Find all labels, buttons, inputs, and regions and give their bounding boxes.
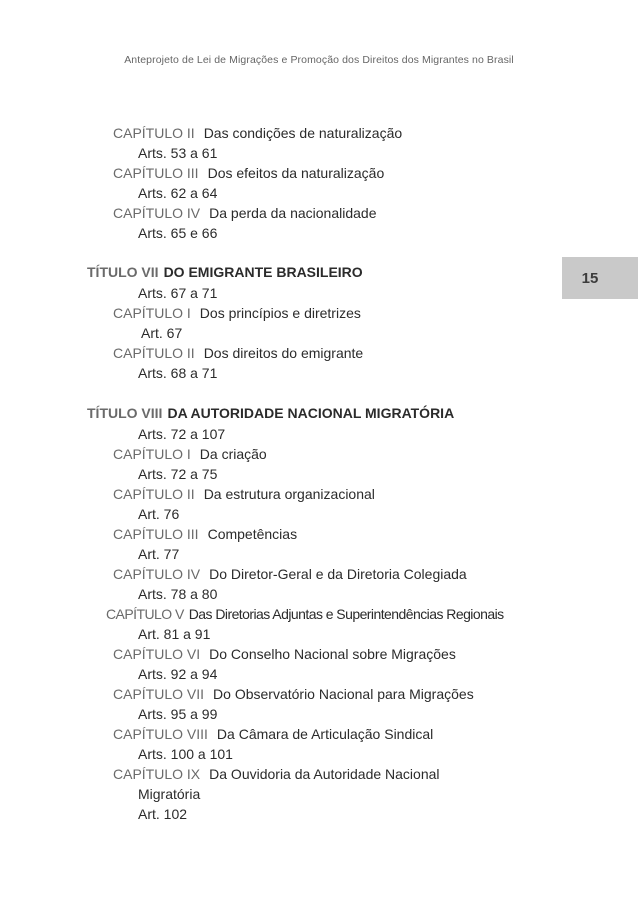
toc-entry-articles: Arts. 53 a 61: [138, 145, 218, 161]
toc-entry-articles: Art. 67: [141, 325, 183, 341]
toc-entry-title: Das Diretorias Adjuntas e Superintendências Regionais: [188, 606, 504, 622]
toc-entry-title: Dos efeitos da naturalização: [207, 165, 385, 181]
toc-entry-label: CAPÍTULO IV: [113, 205, 201, 221]
toc-entry-heading: [113, 303, 361, 323]
toc-entry-label: CAPÍTULO I: [113, 305, 191, 321]
toc-entry-heading: [113, 684, 474, 704]
toc-entry-title-continuation: Migratória: [138, 786, 201, 802]
toc-entry-heading: [113, 203, 377, 223]
toc-entry-articles: Art. 76: [138, 506, 180, 522]
toc-entry-heading: [113, 564, 467, 584]
toc-entry-label: CAPÍTULO IV: [113, 566, 201, 582]
toc-entry-articles: Arts. 100 a 101: [138, 746, 233, 762]
toc-entry-label: CAPÍTULO VIII: [113, 726, 208, 742]
toc-entry-label: CAPÍTULO VII: [113, 686, 205, 702]
toc-entry-label: CAPÍTULO III: [113, 526, 199, 542]
toc-entry-heading: [113, 524, 297, 544]
toc-entry-articles: Arts. 95 a 99: [138, 706, 218, 722]
toc-entry-title: Do Conselho Nacional sobre Migrações: [209, 646, 456, 662]
toc-entry-heading: [113, 644, 456, 664]
toc-title-text: DO EMIGRANTE BRASILEIRO: [163, 264, 363, 280]
page-number-tab: [562, 257, 638, 299]
toc-entry-title: Competências: [207, 526, 298, 542]
toc-entry-heading: [113, 163, 384, 183]
toc-entry-title: Dos direitos do emigrante: [203, 345, 364, 361]
toc-entry-articles: Arts. 65 e 66: [138, 225, 218, 241]
toc-entry-label: CAPÍTULO VI: [113, 646, 201, 662]
toc-entry-heading: [106, 604, 504, 624]
toc-entry-articles: Art. 81 a 91: [138, 626, 211, 642]
toc-title-text: DA AUTORIDADE NACIONAL MIGRATÓRIA: [167, 405, 455, 421]
toc-entry-articles: Arts. 78 a 80: [138, 586, 218, 602]
toc-entry-title: Dos princípios e diretrizes: [199, 305, 361, 321]
toc-entry-title: Do Diretor-Geral e da Diretoria Colegiada: [209, 566, 467, 582]
toc-entry-label: CAPÍTULO II: [113, 486, 195, 502]
toc-entry-articles: Arts. 62 a 64: [138, 185, 218, 201]
toc-entry-title: Da criação: [199, 446, 267, 462]
toc-title-heading: [87, 262, 363, 282]
toc-entry-heading: [113, 343, 363, 363]
toc-entry-heading: [113, 123, 402, 143]
toc-title-label: TÍTULO VIII: [87, 405, 163, 421]
page-number: 15: [581, 269, 599, 287]
toc-entry-label: CAPÍTULO V: [106, 606, 184, 622]
toc-entry-articles: Arts. 67 a 71: [138, 285, 218, 301]
toc-entry-articles: Art. 102: [138, 806, 188, 822]
toc-entry-articles: Arts. 72 a 75: [138, 466, 218, 482]
toc-entry-label: CAPÍTULO IX: [113, 766, 201, 782]
toc-entry-label: CAPÍTULO II: [113, 345, 195, 361]
running-header: Anteprojeto de Lei de Migrações e Promoção dos Direitos dos Migrantes no Brasil: [124, 54, 514, 66]
toc-title-label: TÍTULO VII: [87, 264, 159, 280]
toc-entry-articles: Arts. 68 a 71: [138, 365, 218, 381]
toc-entry-title: Do Observatório Nacional para Migrações: [213, 686, 474, 702]
toc-entry-articles: Arts. 92 a 94: [138, 666, 218, 682]
toc-entry-label: CAPÍTULO I: [113, 446, 191, 462]
toc-entry-title: Da estrutura organizacional: [203, 486, 375, 502]
toc-entry-articles: Arts. 72 a 107: [138, 426, 226, 442]
toc-entry-label: CAPÍTULO III: [113, 165, 199, 181]
toc-entry-title: Das condições de naturalização: [203, 125, 403, 141]
toc-title-heading: [87, 403, 454, 423]
toc-entry-title: Da Câmara de Articulação Sindical: [216, 726, 434, 742]
toc-entry-heading: [113, 484, 375, 504]
toc-entry-articles: Art. 77: [138, 546, 180, 562]
toc-entry-title: Da Ouvidoria da Autoridade Nacional: [209, 766, 440, 782]
toc-entry-heading: [113, 764, 440, 784]
toc-entry-heading: [113, 724, 433, 744]
toc-entry-label: CAPÍTULO II: [113, 125, 195, 141]
toc-entry-title: Da perda da nacionalidade: [209, 205, 377, 221]
toc-entry-heading: [113, 444, 267, 464]
